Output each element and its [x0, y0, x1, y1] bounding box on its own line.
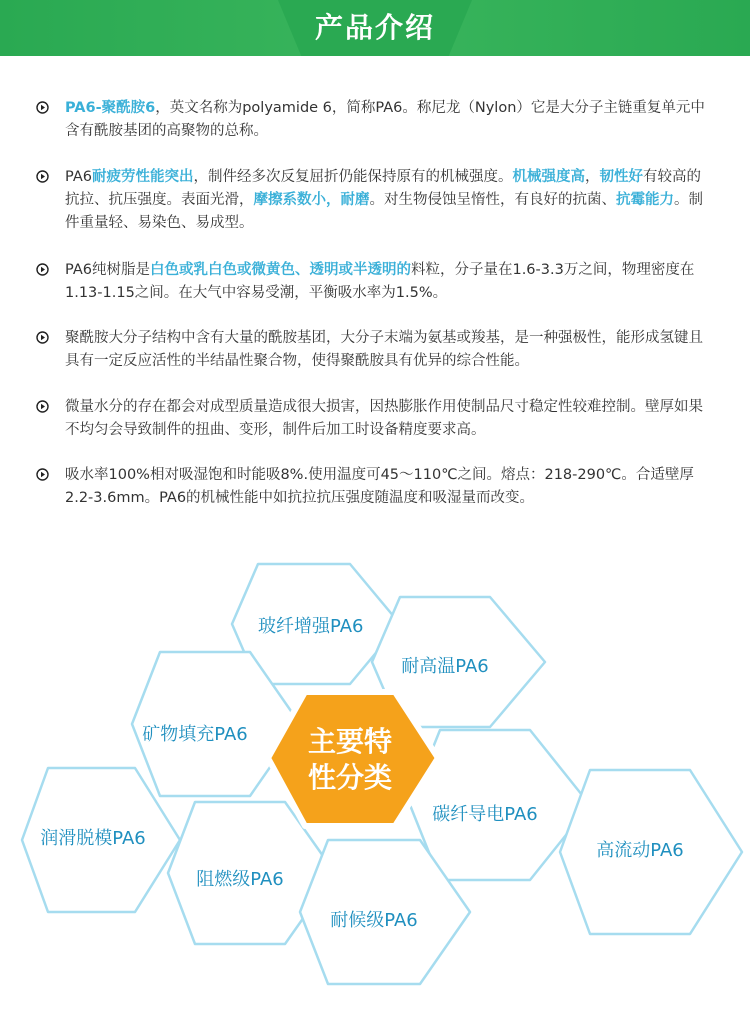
highlight-text: 抗霉能力	[616, 192, 674, 208]
highlight-text: 耐疲劳性能突出	[91, 169, 194, 185]
paragraph-text: PA6纯树脂是	[65, 262, 150, 278]
paragraph-text: 吸水率100%相对吸湿饱和时能吸8%.使用温度可45～110℃之间。熔点：218-290℃。合适壁厚2.2-3.6mm。PA6的机械性能中如抗拉抗压强度随温度和吸湿量而改变。	[65, 467, 694, 506]
label-weather: 耐候级PA6	[330, 910, 418, 931]
intro-paragraph-4	[36, 327, 706, 373]
page-title: 产品介绍	[314, 11, 435, 44]
paragraph-text: ，	[584, 169, 600, 185]
label-high-temp: 耐高温PA6	[401, 656, 489, 677]
highlight-text: 白色或乳白色或微黄色、透明或半透明的	[149, 262, 411, 278]
label-lubricated: 润滑脱模PA6	[40, 828, 146, 849]
highlight-text: 韧性好	[599, 169, 643, 185]
paragraph-text: ，英文名称为polyamide 6，简称PA6。称尼龙（Nylon）它是大分子主链重复单元中含有酰胺基团的高聚物的总称。	[65, 100, 705, 139]
label-flame-retardant: 阻燃级PA6	[196, 869, 284, 890]
intro-paragraph-6	[36, 464, 706, 510]
paragraph-text: 。制件重量轻、易染色、易成型。	[65, 192, 703, 231]
intro-paragraph-1	[36, 97, 706, 143]
highlight-text: 机械强度高	[512, 169, 585, 185]
label-glass-fiber: 玻纤增强PA6	[258, 616, 364, 637]
play-circle-icon	[36, 468, 49, 481]
play-circle-icon	[36, 331, 49, 344]
center-label	[300, 724, 400, 796]
center-label-line-2: 性分类	[307, 761, 392, 794]
play-circle-icon	[36, 263, 49, 276]
intro-paragraph-5	[36, 396, 706, 442]
intro-paragraph-3	[36, 259, 706, 305]
center-label-line-1: 主要特	[307, 725, 392, 758]
play-circle-icon	[36, 170, 49, 183]
highlight-text: 摩擦系数小，耐磨	[253, 192, 370, 208]
feature-hexagon-diagram	[0, 540, 750, 1021]
label-mineral: 矿物填充PA6	[142, 724, 248, 745]
paragraph-text: 有较高的抗拉、抗压强度。表面光滑，	[65, 169, 701, 208]
header-banner	[0, 0, 750, 56]
play-circle-icon	[36, 101, 49, 114]
paragraph-text: 。对生物侵蚀呈惰性，有良好的抗菌、	[369, 192, 616, 208]
paragraph-text: 聚酰胺大分子结构中含有大量的酰胺基团，大分子末端为氨基或羧基，是一种强极性，能形成氢键且具有一定反应活性的半结晶性聚合物，使得聚酰胺具有优异的综合性能。	[65, 330, 703, 369]
highlight-text: PA6-聚酰胺6	[65, 100, 156, 116]
label-high-flow: 高流动PA6	[596, 840, 684, 861]
paragraph-text: 微量水分的存在都会对成型质量造成很大损害，因热膨胀作用使制品尺寸稳定性较难控制。壁厚如果不均匀会导致制件的扭曲、变形，制件后加工时设备精度要求高。	[65, 399, 703, 438]
paragraph-text: PA6	[65, 169, 92, 185]
intro-paragraph-2	[36, 166, 706, 236]
paragraph-text: 料粒，分子量在1.6-3.3万之间，物理密度在1.13-1.15之间。在大气中容易受潮，平衡吸水率为1.5%。	[65, 262, 695, 301]
paragraph-text: ，制件经多次反复屈折仍能保持原有的机械强度。	[193, 169, 513, 185]
label-carbon: 碳纤导电PA6	[432, 804, 538, 825]
play-circle-icon	[36, 400, 49, 413]
